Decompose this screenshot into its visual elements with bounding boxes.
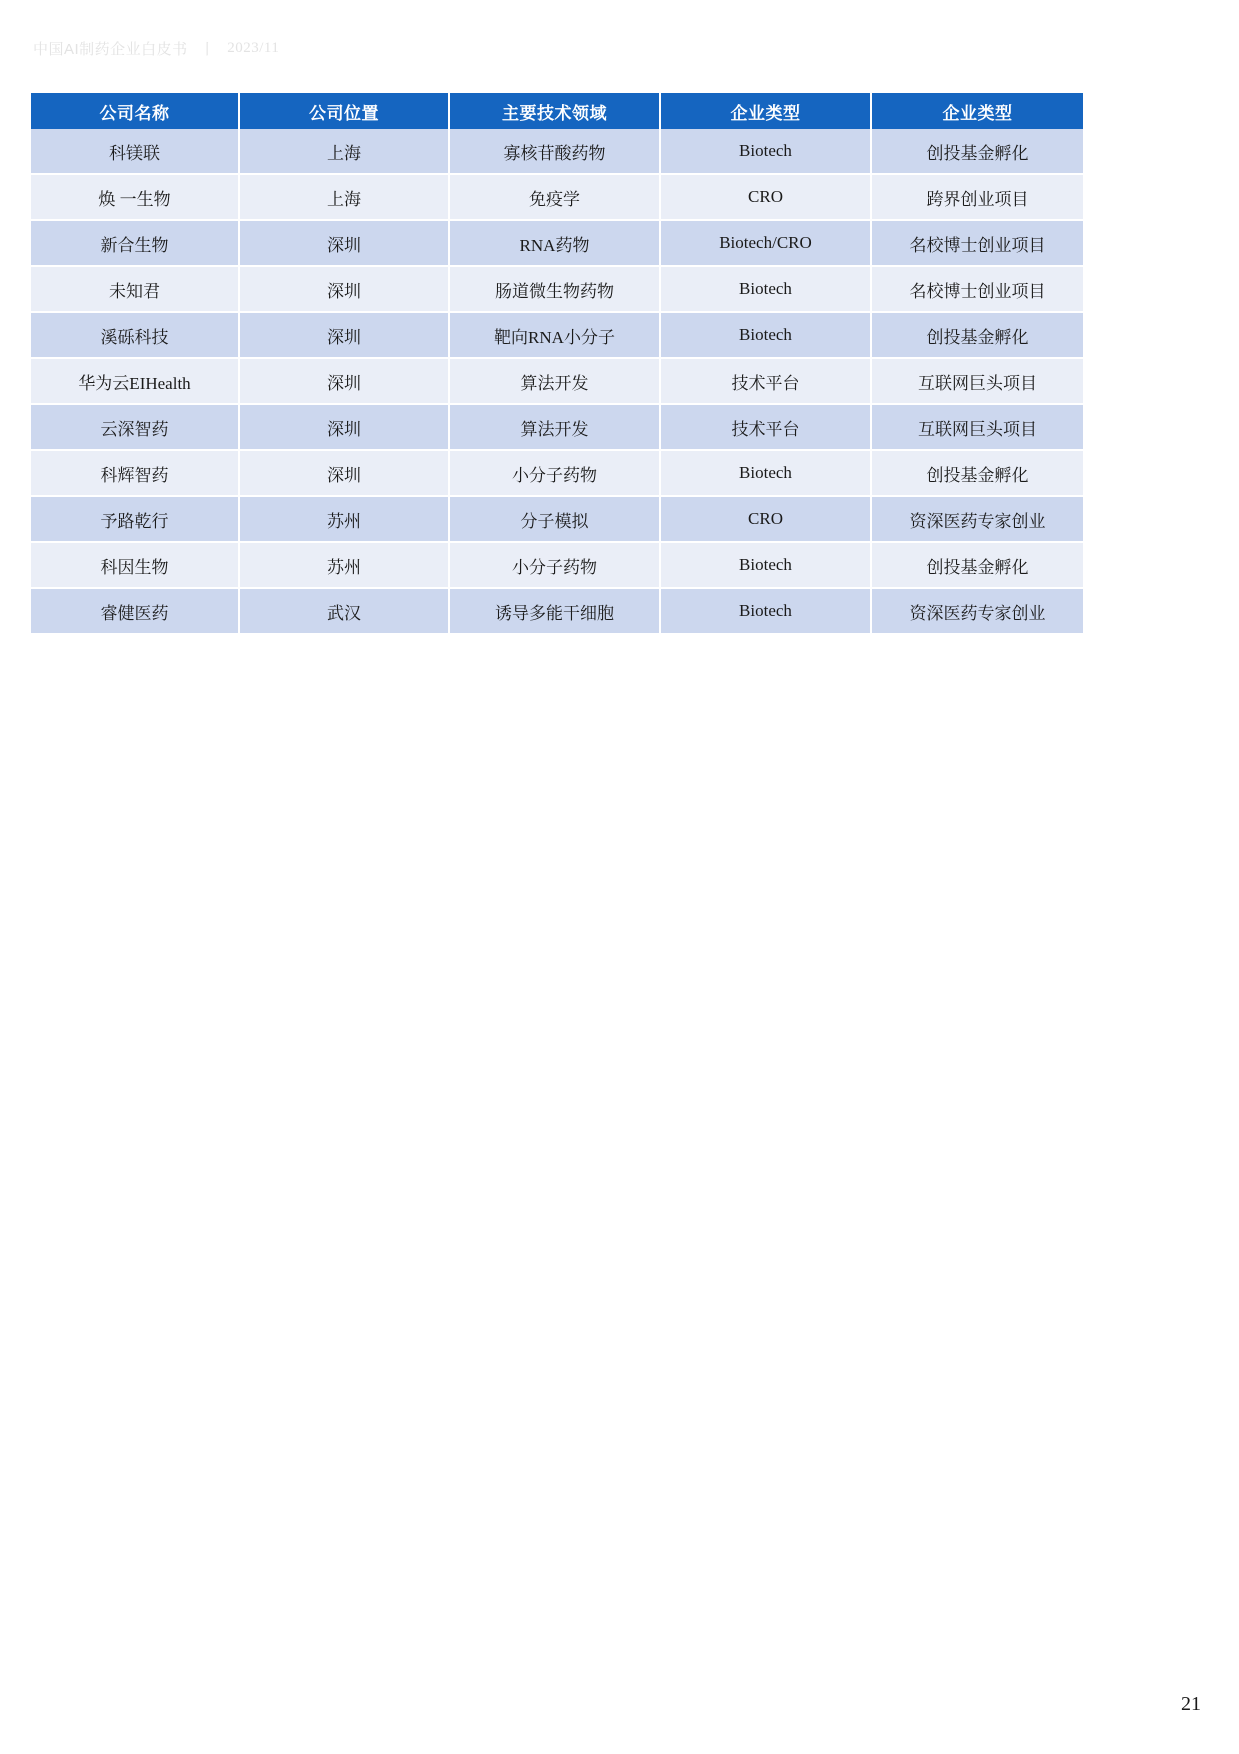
page-number: 21 bbox=[1181, 1693, 1201, 1715]
company-table bbox=[31, 93, 1083, 635]
cell-tech-field: 诱导多能干细胞 bbox=[449, 588, 660, 634]
column-header-company-name: 公司名称 bbox=[31, 93, 239, 129]
cell-tech-field: 算法开发 bbox=[449, 358, 660, 404]
cell-enterprise-type-2: 创投基金孵化 bbox=[871, 450, 1083, 496]
cell-enterprise-type: Biotech bbox=[660, 266, 871, 312]
cell-enterprise-type: 技术平台 bbox=[660, 358, 871, 404]
cell-tech-field: 靶向RNA小分子 bbox=[449, 312, 660, 358]
table-row bbox=[31, 129, 1083, 174]
cell-enterprise-type-2: 资深医药专家创业 bbox=[871, 588, 1083, 634]
column-header-enterprise-type-2: 企业类型 bbox=[871, 93, 1083, 129]
cell-company-location: 苏州 bbox=[239, 496, 449, 542]
table-header-row bbox=[31, 93, 1083, 129]
cell-company-location: 深圳 bbox=[239, 220, 449, 266]
cell-company-name: 科镁联 bbox=[31, 129, 239, 174]
table-row bbox=[31, 266, 1083, 312]
cell-tech-field: 小分子药物 bbox=[449, 542, 660, 588]
table-row bbox=[31, 450, 1083, 496]
header-separator: 丨 bbox=[199, 41, 216, 58]
cell-company-name: 华为云EIHealth bbox=[31, 358, 239, 404]
cell-company-location: 深圳 bbox=[239, 266, 449, 312]
table-row bbox=[31, 358, 1083, 404]
cell-company-name: 新合生物 bbox=[31, 220, 239, 266]
cell-enterprise-type: Biotech bbox=[660, 542, 871, 588]
company-table-container bbox=[31, 93, 1083, 635]
cell-enterprise-type: Biotech bbox=[660, 312, 871, 358]
cell-enterprise-type-2: 创投基金孵化 bbox=[871, 129, 1083, 174]
column-header-company-location: 公司位置 bbox=[239, 93, 449, 129]
cell-enterprise-type-2: 创投基金孵化 bbox=[871, 312, 1083, 358]
cell-enterprise-type-2: 名校博士创业项目 bbox=[871, 220, 1083, 266]
cell-enterprise-type: CRO bbox=[660, 496, 871, 542]
cell-enterprise-type-2: 互联网巨头项目 bbox=[871, 358, 1083, 404]
page-header bbox=[33, 38, 279, 59]
cell-enterprise-type-2: 创投基金孵化 bbox=[871, 542, 1083, 588]
cell-company-location: 上海 bbox=[239, 129, 449, 174]
cell-company-location: 武汉 bbox=[239, 588, 449, 634]
header-date: 2023/11 bbox=[227, 40, 280, 56]
column-header-tech-field: 主要技术领域 bbox=[449, 93, 660, 129]
cell-company-name: 云深智药 bbox=[31, 404, 239, 450]
cell-company-location: 上海 bbox=[239, 174, 449, 220]
cell-tech-field: 分子模拟 bbox=[449, 496, 660, 542]
cell-enterprise-type-2: 资深医药专家创业 bbox=[871, 496, 1083, 542]
cell-enterprise-type-2: 名校博士创业项目 bbox=[871, 266, 1083, 312]
cell-enterprise-type: Biotech bbox=[660, 588, 871, 634]
table-row bbox=[31, 496, 1083, 542]
cell-company-location: 深圳 bbox=[239, 404, 449, 450]
table-row bbox=[31, 220, 1083, 266]
cell-company-name: 焕 一生物 bbox=[31, 174, 239, 220]
cell-tech-field: 免疫学 bbox=[449, 174, 660, 220]
table-row bbox=[31, 542, 1083, 588]
table-row bbox=[31, 404, 1083, 450]
table-row bbox=[31, 312, 1083, 358]
cell-tech-field: 肠道微生物药物 bbox=[449, 266, 660, 312]
table-body bbox=[31, 129, 1083, 634]
cell-company-name: 予路乾行 bbox=[31, 496, 239, 542]
table-row bbox=[31, 588, 1083, 634]
cell-enterprise-type: Biotech/CRO bbox=[660, 220, 871, 266]
cell-enterprise-type: 技术平台 bbox=[660, 404, 871, 450]
cell-company-name: 科因生物 bbox=[31, 542, 239, 588]
cell-enterprise-type: CRO bbox=[660, 174, 871, 220]
cell-tech-field: RNA药物 bbox=[449, 220, 660, 266]
cell-enterprise-type: Biotech bbox=[660, 129, 871, 174]
cell-enterprise-type-2: 跨界创业项目 bbox=[871, 174, 1083, 220]
cell-company-location: 深圳 bbox=[239, 358, 449, 404]
cell-company-name: 科辉智药 bbox=[31, 450, 239, 496]
header-title: 中国AI制药企业白皮书 bbox=[33, 41, 188, 58]
cell-enterprise-type-2: 互联网巨头项目 bbox=[871, 404, 1083, 450]
cell-company-location: 深圳 bbox=[239, 312, 449, 358]
cell-company-location: 苏州 bbox=[239, 542, 449, 588]
cell-company-name: 睿健医药 bbox=[31, 588, 239, 634]
cell-tech-field: 小分子药物 bbox=[449, 450, 660, 496]
table-row bbox=[31, 174, 1083, 220]
cell-tech-field: 寡核苷酸药物 bbox=[449, 129, 660, 174]
cell-tech-field: 算法开发 bbox=[449, 404, 660, 450]
cell-company-name: 溪砾科技 bbox=[31, 312, 239, 358]
column-header-enterprise-type: 企业类型 bbox=[660, 93, 871, 129]
cell-company-name: 未知君 bbox=[31, 266, 239, 312]
cell-enterprise-type: Biotech bbox=[660, 450, 871, 496]
cell-company-location: 深圳 bbox=[239, 450, 449, 496]
